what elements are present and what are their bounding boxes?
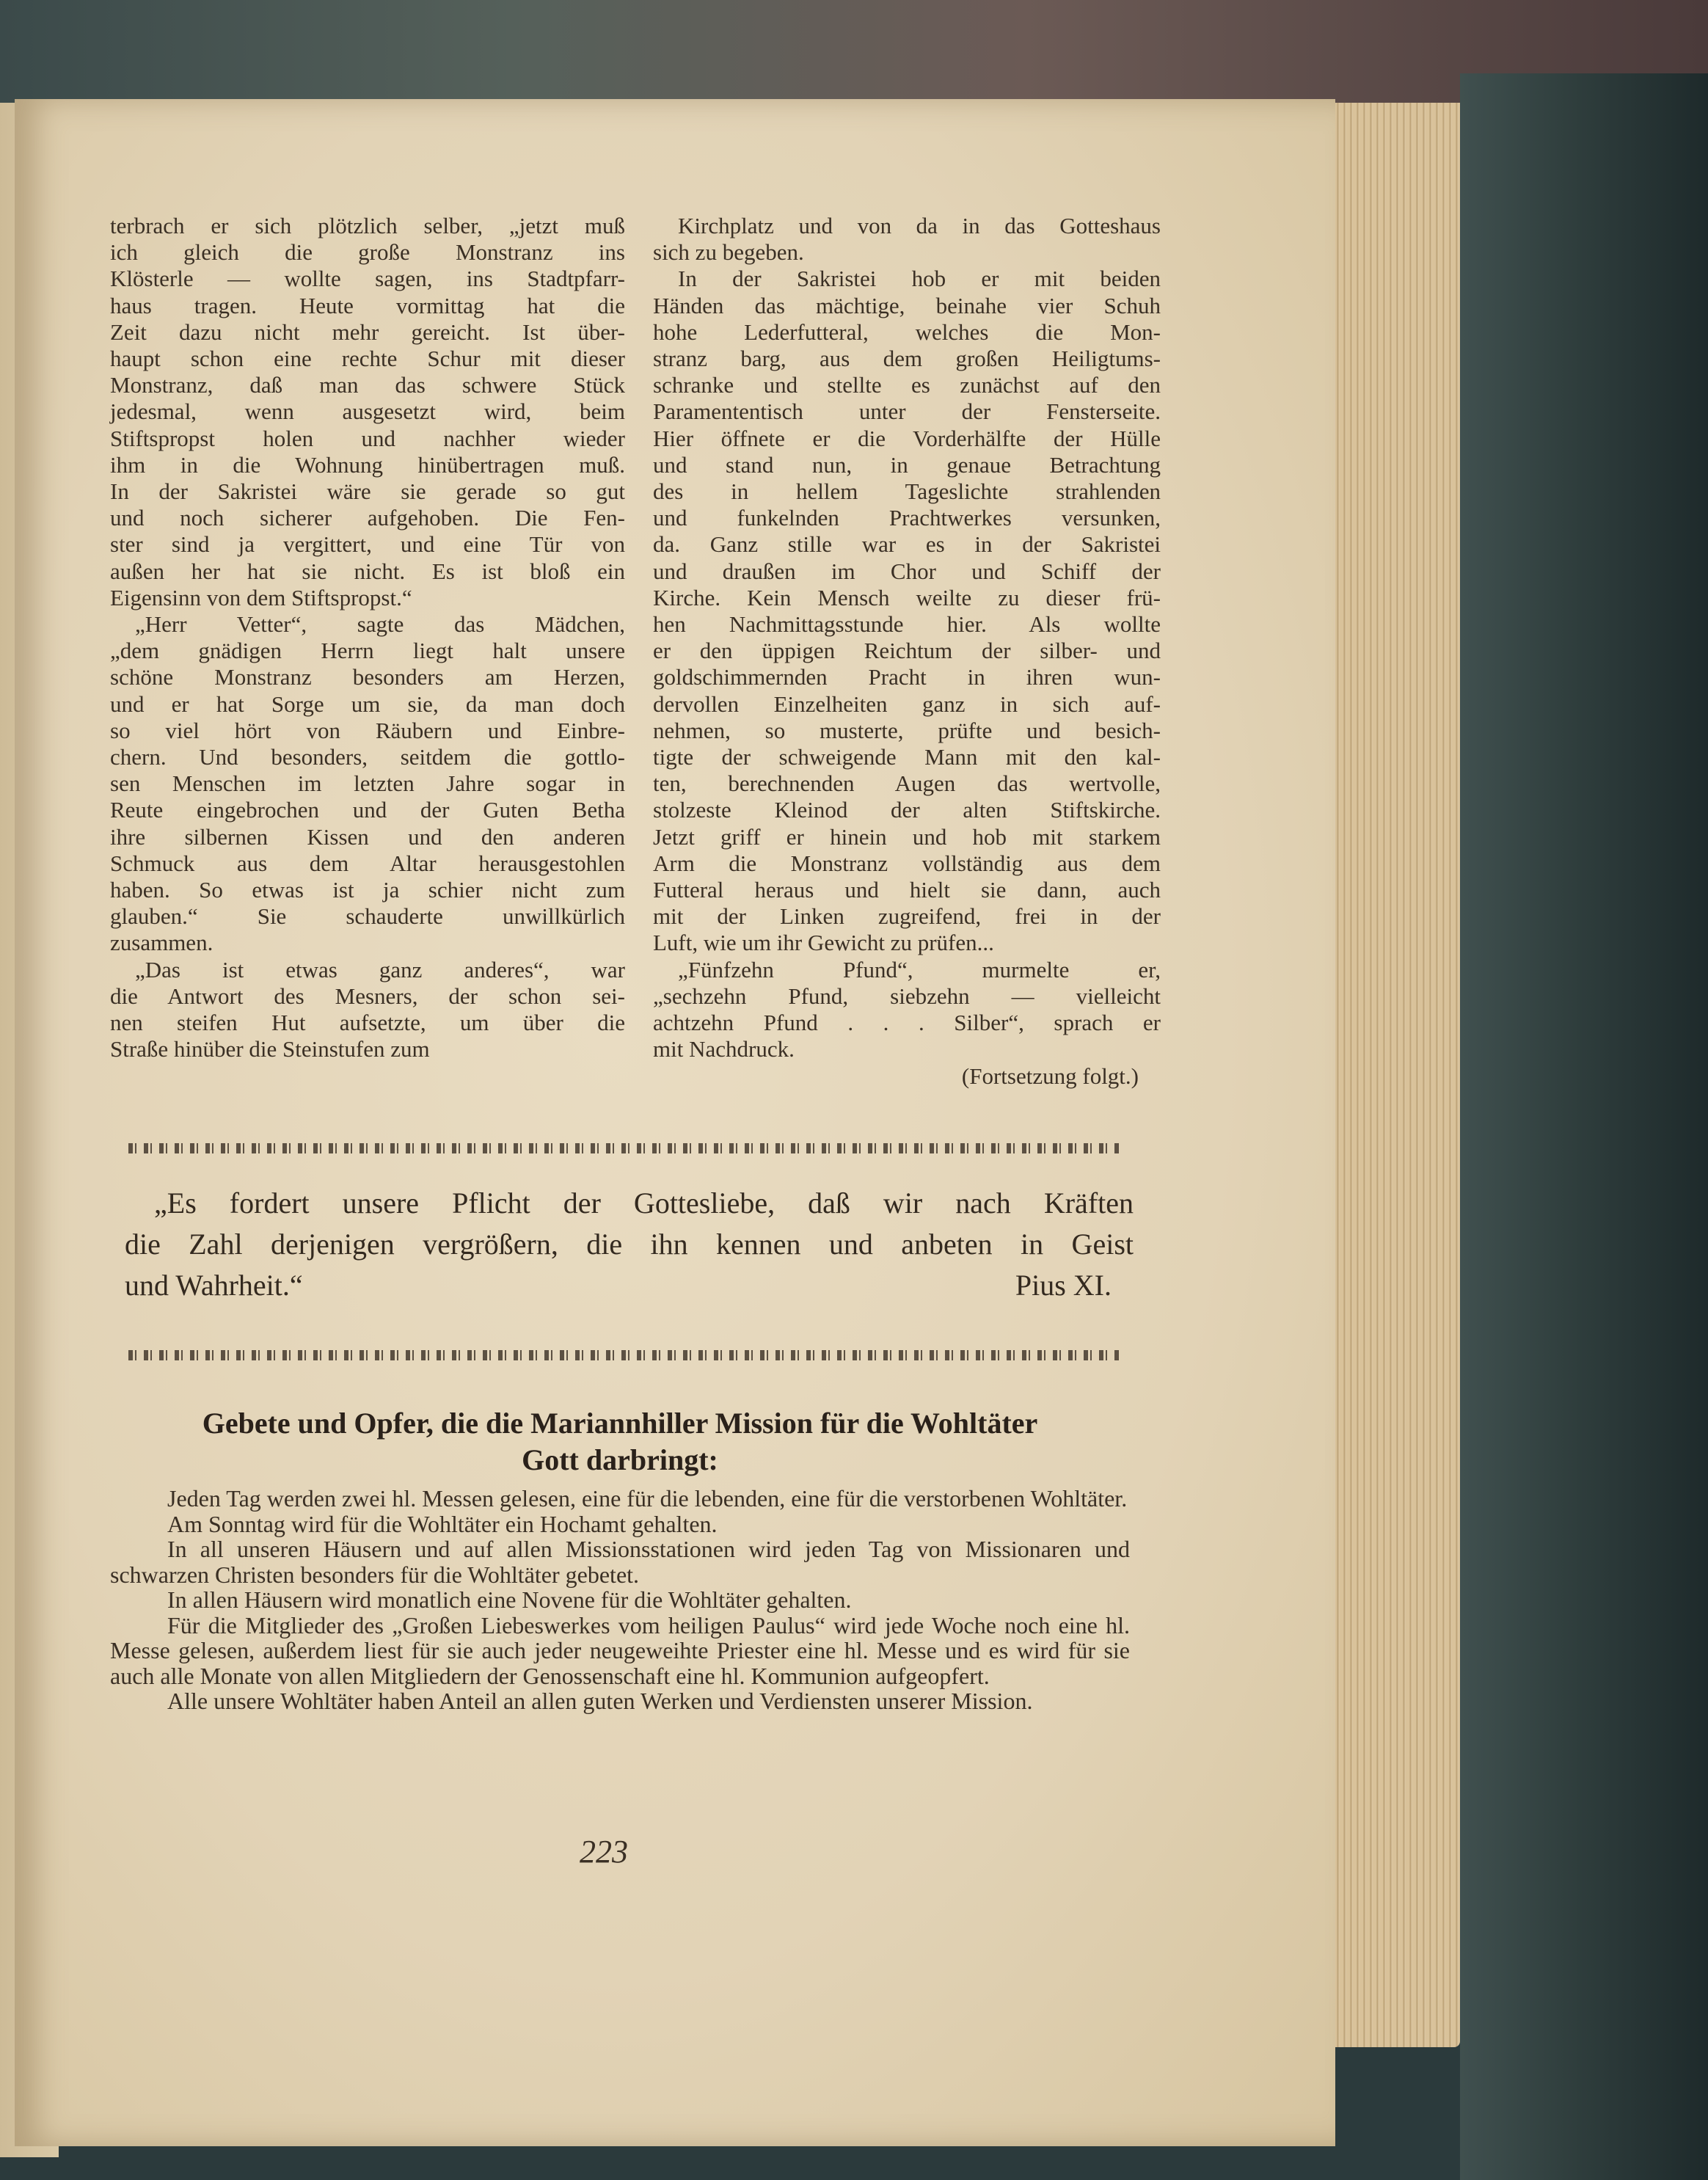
text-line: Futteral heraus und hielt sie dann, auch [653,877,1161,903]
text-line: Eigensinn von dem Stiftspropst.“ [110,584,412,610]
text-line: Paramententisch unter der Fensterseite. [653,398,1161,425]
text-line: Klösterle — wollte sagen, ins Stadtpfarr- [110,266,625,292]
text-line: Zeit dazu nicht mehr gereicht. Ist über- [110,318,625,345]
text-line: haus tragen. Heute vormittag hat die [110,292,625,318]
text-line: glauben.“ Sie schauderte unwillkürlich [110,903,625,930]
continuation-note: (Fortsetzung folgt.) [961,1062,1139,1089]
text-line: Händen das mächtige, beinahe vier Schuh [653,292,1161,318]
ornament-divider [128,1350,1119,1360]
text-line: außen her hat sie nicht. Es ist bloß ein [110,558,625,584]
text-line: ihm in die Wohnung hinübertragen muß. [110,451,625,478]
text-line: „Das ist etwas ganz anderes“, war [135,956,625,983]
page-edges [1313,103,1460,2047]
text-line: Luft, wie um ihr Gewicht zu prüfen... [653,930,994,956]
text-line: jedesmal, wenn ausgesetzt wird, beim [110,398,625,425]
quote-line: und Wahrheit.“ [125,1269,303,1302]
text-line: hen Nachmittagsstunde hier. Als wollte [653,611,1161,638]
text-line: die Antwort des Mesners, der schon sei- [110,983,625,1009]
heading-line: Gott darbringt: [522,1443,718,1476]
text-line: ihre silbernen Kissen und den anderen [110,823,625,850]
text-line: nen steifen Hut aufsetzte, um über die [110,1010,625,1036]
text-line: nehmen, so musterte, prüfte und besich- [653,717,1161,743]
prayer-paragraph: Jeden Tag werden zwei hl. Messen gelesen, eine für die lebenden, eine für die verstorbenen Wohltäter. [167,1485,1128,1512]
text-line: schöne Monstranz besonders am Herzen, [110,664,625,690]
text-line: des in hellem Tageslichte strahlenden [653,478,1161,505]
text-line: und er hat Sorge um sie, da man doch [110,690,625,717]
text-line: er den üppigen Reichtum der silber- und [653,638,1161,664]
text-line: ten, berechnenden Augen das wertvolle, [653,770,1161,797]
text-line: Jetzt griff er hinein und hob mit starkem [653,823,1161,850]
text-line: „sechzehn Pfund, siebzehn — vielleicht [653,983,1161,1009]
book-cover-right [1460,73,1708,2180]
text-line: Hier öffnete er die Vorderhälfte der Hülle [653,425,1161,451]
text-line: mit Nachdruck. [653,1036,795,1062]
text-line: mit der Linken zugreifend, frei in der [653,903,1161,930]
text-line: goldschimmernden Pracht in ihren wun- [653,664,1161,690]
prayers-list [110,1486,1130,1714]
text-line: stranz barg, aus dem großen Heiligtums- [653,346,1161,372]
text-line: Reute eingebrochen und der Guten Betha [110,797,625,823]
text-line: terbrach er sich plötzlich selber, „jetzt muß [110,213,625,238]
text-line: „dem gnädigen Herrn liegt halt unsere [110,638,625,664]
text-line: schranke und stellte es zunächst auf den [653,372,1161,398]
story-right-column [653,213,1161,1090]
text-line: dervollen Einzelheiten ganz in sich auf- [653,690,1161,717]
text-line: stolzeste Kleinod der alten Stiftskirche. [653,797,1161,823]
prayer-paragraph: Am Sonntag wird für die Wohltäter ein Hochamt gehalten. [167,1510,718,1537]
pius-quote [125,1183,1134,1306]
text-line: Monstranz, daß man das schwere Stück [110,372,625,398]
text-line: In der Sakristei hob er mit beiden [678,266,1161,292]
ornament-divider [128,1143,1119,1153]
text-line: Arm die Monstranz vollständig aus dem [653,850,1161,876]
prayer-paragraph: Alle unsere Wohltäter haben Anteil an allen guten Werken und Verdiensten unserer Mission. [167,1688,1033,1714]
text-line: so viel hört von Räubern und Einbre- [110,717,625,743]
text-line: „Fünfzehn Pfund“, murmelte er, [678,956,1161,983]
text-line: sen Menschen im letzten Jahre sogar in [110,770,625,797]
text-line: zusammen. [110,930,213,956]
text-line: achtzehn Pfund . . . Silber“, sprach er [653,1010,1161,1036]
text-line: und stand nun, in genaue Betrachtung [653,451,1161,478]
text-line: da. Ganz stille war es in der Sakristei [653,531,1161,558]
text-line: haben. So etwas ist ja schier nicht zum [110,877,625,903]
text-line: ster sind ja vergittert, und eine Tür von [110,531,625,558]
book-cover-top [0,0,1708,110]
quote-line: die Zahl derjenigen vergrößern, die ihn kennen und anbeten in Geist [125,1228,1134,1261]
text-line: haupt schon eine rechte Schur mit dieser [110,346,625,372]
text-line: Stiftspropst holen und nachher wieder [110,425,625,451]
text-line: chern. Und besonders, seitdem die gottlo- [110,744,625,770]
heading-line: Gebete und Opfer, die die Mariannhiller Mission für die Wohltäter [202,1407,1038,1440]
quote-author: Pius XI. [1015,1269,1112,1302]
text-line: ich gleich die große Monstranz ins [110,239,625,266]
text-line: Kirche. Kein Mensch weilte zu dieser frü- [653,584,1161,610]
text-line: und funkelnden Prachtwerkes versunken, [653,505,1161,531]
text-line: und noch sicherer aufgehoben. Die Fen- [110,505,625,531]
text-line: „Herr Vetter“, sagte das Mädchen, [135,611,625,638]
text-line: Straße hinüber die Steinstufen zum [110,1036,430,1062]
prayers-heading [110,1405,1130,1479]
story-left-column [110,213,625,1063]
prayer-paragraph: In allen Häusern wird monatlich eine Novene für die Wohltäter gehalten. [167,1586,852,1613]
text-line: sich zu begeben. [653,239,804,266]
text-line: und draußen im Chor und Schiff der [653,558,1161,584]
quote-line: „Es fordert unsere Pflicht der Gottesliebe, daß wir nach Kräften [154,1186,1134,1220]
text-line: hohe Lederfutteral, welches die Mon- [653,318,1161,345]
text-line: Schmuck aus dem Altar herausgestohlen [110,850,625,876]
page-number: 223 [580,1834,628,1870]
prayer-paragraph: In all unseren Häusern und auf allen Missionsstationen wird jeden Tag von Missionaren und schwarzen Christen besonders für die Wohltäter gebetet. [110,1536,1130,1588]
text-line: tigte der schweigende Mann mit den kal- [653,744,1161,770]
text-line: Kirchplatz und von da in das Gotteshaus [678,213,1161,238]
text-line: In der Sakristei wäre sie gerade so gut [110,478,625,505]
prayer-paragraph: Für die Mitglieder des „Großen Liebeswerkes vom heiligen Paulus“ wird jede Woche noch eine hl. Messe gelesen, außerdem liest für sie auch jeder neugeweihte Priester eine hl. Messe und es wird für sie auch alle Monate von allen Mitgliedern der Genossenschaft eine hl. Kommunion aufgeopfert. [110,1611,1130,1689]
